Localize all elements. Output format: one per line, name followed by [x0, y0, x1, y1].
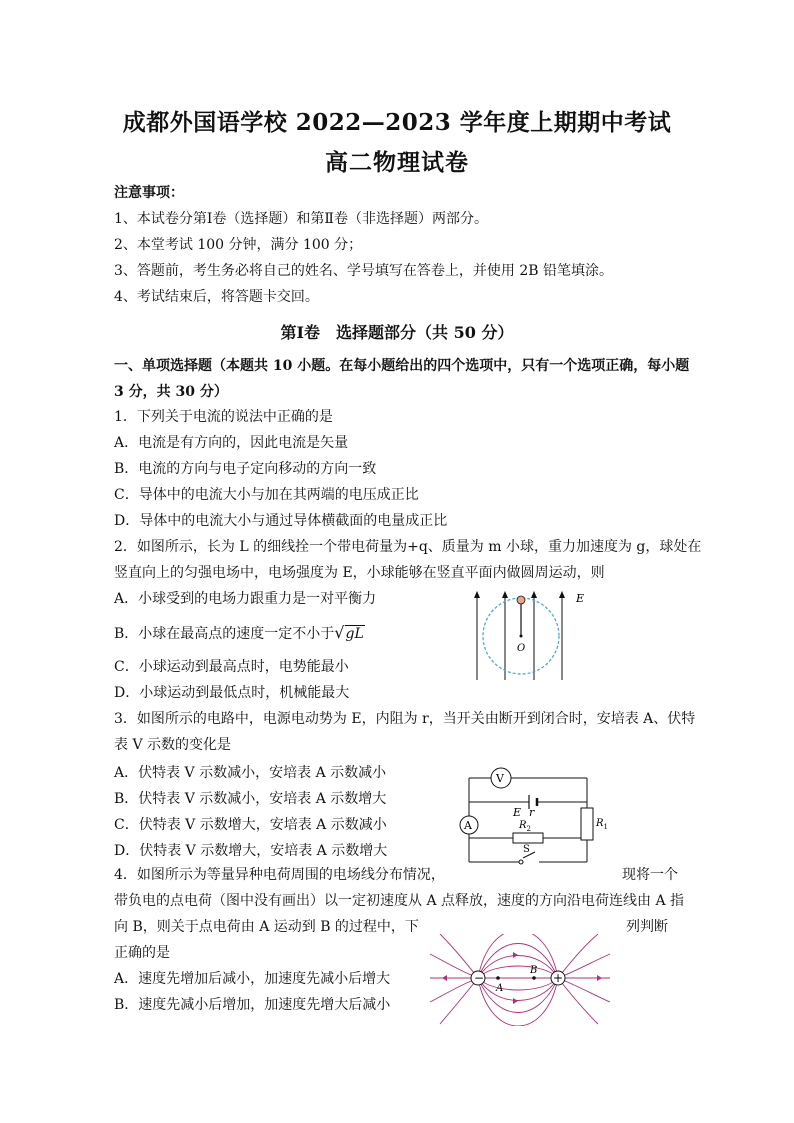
ammeter-label: A — [464, 819, 472, 832]
q2-field-circle-figure — [470, 590, 600, 684]
q2-stem-line1: 2．如图所示，长为 L 的细线拴一个带电荷量为+q、质量为 m 小球，重力加速度为 g，球处在 — [114, 539, 702, 555]
resistor-r2 — [513, 833, 543, 843]
center-point — [520, 635, 523, 638]
field-line — [478, 944, 558, 979]
notice-item-3: 3、答题前，考生务必将自己的姓名、学号填写在答卷上，并使用 2B 铅笔填涂。 — [114, 263, 614, 279]
field-line — [478, 978, 558, 990]
q1-option-b: B．电流的方向与电子定向移动的方向一致 — [114, 461, 377, 477]
notice-heading: 注意事项： — [114, 185, 184, 201]
emf-label: E — [513, 806, 522, 819]
exam-subtitle: 高二物理试卷 — [325, 149, 469, 176]
q4-stem-line3-left: 向 B，则关于点电荷由 A 运动到 B 的过程中，下 — [114, 919, 419, 935]
field-arrow-icon — [559, 591, 565, 598]
sqrt-symbol: √ — [334, 623, 345, 642]
field-label: E — [576, 592, 585, 605]
q4-option-b: B．速度先减小后增加，加速度先增大后减小 — [114, 997, 391, 1013]
resistor-r1 — [581, 808, 593, 840]
field-line — [478, 966, 558, 978]
field-line — [558, 978, 610, 1002]
q4-stem-line2: 带负电的点电荷（图中没有画出）以一定初速度从 A 点释放，速度的方向沿电荷连线由 A 指 — [114, 893, 685, 909]
q1-option-d: D．导体中的电流大小与通过导体横截面的电量成正比 — [114, 513, 448, 529]
field-line — [440, 978, 478, 1024]
internal-resistance-label: r — [529, 806, 535, 819]
q2-option-b — [114, 624, 365, 643]
field-line — [430, 978, 478, 1002]
q2-option-b-text: B．小球在最高点的速度一定不小于 — [114, 626, 335, 642]
q4-stem-line3-right: 列判断 — [626, 919, 668, 935]
q4-stem-line1-left: 4．如图所示为等量异种电荷周围的电场线分布情况， — [114, 867, 445, 883]
point-b — [532, 976, 536, 980]
positive-charge-label: + — [553, 971, 564, 985]
notice-item-1: 1、本试卷分第Ⅰ卷（选择题）和第Ⅱ卷（非选择题）两部分。 — [114, 211, 488, 227]
q3-option-c: C．伏特表 V 示数增大，安培表 A 示数减小 — [114, 817, 387, 833]
q3-stem-line1: 3．如图所示的电路中，电源电动势为 E，内阻为 r，当开关由断开到闭合时，安培表 A、伏特 — [114, 711, 696, 727]
point-b-label: B — [530, 965, 538, 976]
q4-dipole-field-figure — [428, 934, 612, 1026]
voltmeter-label: V — [496, 772, 504, 785]
q1-stem: 1．下列关于电流的说法中正确的是 — [114, 409, 333, 425]
field-line — [478, 934, 558, 978]
q1-option-a: A．电流是有方向的，因此电流是矢量 — [114, 435, 349, 451]
field-arrow-icon — [442, 975, 447, 981]
field-line — [558, 954, 610, 978]
part-heading-line1: 一、单项选择题（本题共 10 小题。在每小题给出的四个选项中，只有一个选项正确，每小题 — [114, 358, 690, 374]
field-arrow-icon — [513, 998, 518, 1004]
q4-option-a: A．速度先增加后减小，加速度先减小后增大 — [114, 971, 391, 987]
q2-option-c: C．小球运动到最高点时，电势能最小 — [114, 659, 349, 675]
field-line — [558, 978, 598, 1024]
field-line — [430, 954, 478, 978]
q2-stem-line2: 竖直向上的匀强电场中，电场强度为 E，小球能够在竖直平面内做圆周运动，则 — [114, 565, 605, 581]
field-arrow-icon — [474, 591, 480, 598]
center-label: O — [517, 643, 526, 654]
q2-option-a: A．小球受到的电场力跟重力是一对平衡力 — [114, 591, 377, 607]
field-arrow-icon — [531, 591, 537, 598]
part-heading-line2: 3 分，共 30 分） — [114, 384, 228, 400]
section-title: 第Ⅰ卷 选择题部分（共 50 分） — [280, 323, 514, 342]
q3-stem-line2: 表 V 示数的变化是 — [114, 737, 232, 753]
r1-label: $R_1$ — [596, 818, 608, 831]
q3-option-b: B．伏特表 V 示数减小，安培表 A 示数增大 — [114, 791, 387, 807]
field-arrow-icon — [597, 975, 602, 981]
q3-option-d: D．伏特表 V 示数增大，安培表 A 示数增大 — [114, 843, 388, 859]
charged-ball — [517, 596, 525, 604]
field-arrow-icon — [513, 952, 518, 958]
q2-option-d: D．小球运动到最低点时，机械能最大 — [114, 685, 350, 701]
notice-item-2: 2、本堂考试 100 分钟，满分 100 分； — [114, 237, 363, 253]
switch-label: S — [523, 844, 530, 855]
exam-title: 成都外国语学校 2022—2023 学年度上期期中考试 — [122, 109, 672, 136]
q4-stem-line1-right: 现将一个 — [622, 867, 678, 883]
q1-option-c: C．导体中的电流大小与加在其两端的电压成正比 — [114, 487, 419, 503]
q4-stem-line4: 正确的是 — [114, 945, 170, 961]
notice-item-4: 4、考试结束后，将答题卡交回。 — [114, 289, 319, 305]
point-a — [496, 976, 500, 980]
field-line — [478, 978, 558, 1013]
point-a-label: A — [496, 983, 504, 994]
q3-circuit-figure — [455, 760, 620, 868]
field-line — [558, 934, 598, 978]
r2-label: $R_2$ — [519, 820, 531, 833]
switch-contact — [519, 860, 523, 864]
sqrt-radicand: gL — [345, 626, 364, 642]
field-line — [440, 934, 478, 978]
field-arrow-icon — [502, 591, 508, 598]
negative-charge-label: − — [474, 971, 485, 985]
q3-option-a: A．伏特表 V 示数减小，安培表 A 示数减小 — [114, 765, 387, 781]
